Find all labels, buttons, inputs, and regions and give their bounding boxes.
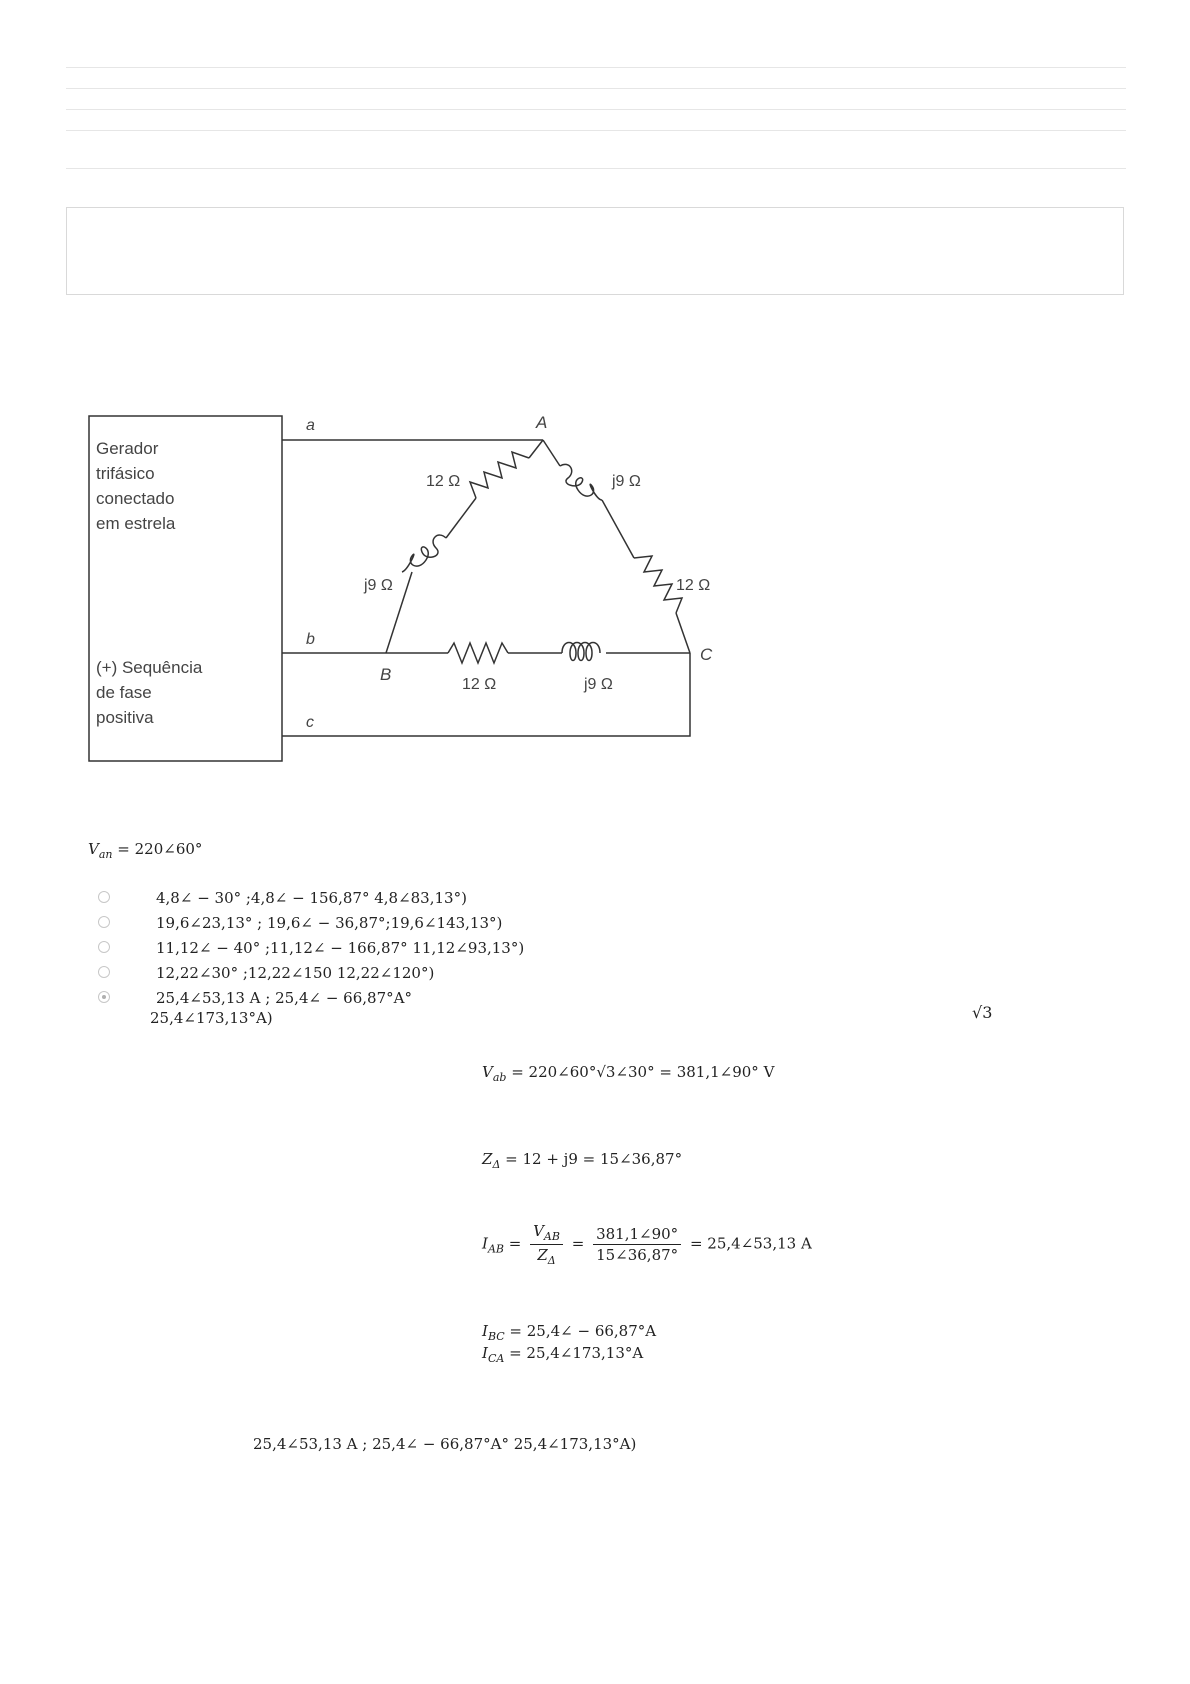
- impedance-label: j9 Ω: [584, 676, 613, 693]
- branch-ab-wire: [529, 440, 543, 458]
- resistor-ac: [634, 556, 682, 613]
- generator-label-line: em estrela: [96, 514, 176, 533]
- branch-ac-wire: [602, 500, 634, 558]
- option-text: 11,12∠ − 40° ;11,12∠ − 166,87° 11,12∠93,13°): [156, 939, 525, 957]
- node-label-b: B: [380, 665, 392, 684]
- header-rule: [66, 67, 1126, 68]
- header-rule: [66, 130, 1126, 131]
- sequence-label-line: de fase: [96, 683, 152, 702]
- option-radio[interactable]: [98, 966, 110, 978]
- branch-ac-wire: [543, 440, 560, 466]
- inductor-ab: [402, 535, 446, 572]
- impedance-label: j9 Ω: [364, 577, 393, 594]
- option-text: 4,8∠ − 30° ;4,8∠ − 156,87° 4,8∠83,13°): [156, 889, 467, 907]
- impedance-label: 12 Ω: [426, 473, 461, 490]
- generator-label-line: Gerador: [96, 439, 159, 458]
- impedance-label: j9 Ω: [612, 473, 641, 490]
- impedance-label: 12 Ω: [676, 577, 711, 594]
- branch-ac-wire: [676, 613, 690, 653]
- option-text: 12,22∠30° ;12,22∠150 12,22∠120°): [156, 964, 435, 982]
- fraction-values: $\frac{381,1\angle 90^\circ}{15\angle 36,87^\circ}$: [593, 1225, 681, 1264]
- solution-ica: $I_{CA}$ = 25,4∠173,13°A: [482, 1344, 644, 1365]
- header-rule: [66, 168, 1126, 169]
- fraction-v-over-z: $\frac{V_{AB}}{Z_\Delta}$: [530, 1222, 563, 1267]
- sequence-label-line: positiva: [96, 708, 154, 727]
- resistor-bc: [448, 643, 508, 663]
- final-answer: 25,4∠53,13 A ; 25,4∠ − 66,87°A° 25,4∠173,13°A): [253, 1435, 637, 1453]
- option-text-continued: 25,4∠173,13°A): [150, 1009, 273, 1027]
- node-label-a: A: [536, 413, 548, 432]
- header-rule: [66, 109, 1126, 110]
- solution-ibc: $I_{BC}$ = 25,4∠ − 66,87°A: [482, 1322, 657, 1343]
- line-c: [282, 653, 690, 736]
- inductor-bc: [562, 643, 600, 661]
- option-text: 25,4∠53,13 A ; 25,4∠ − 66,87°A°: [156, 989, 412, 1007]
- option-text: 19,6∠23,13° ; 19,6∠ − 36,87°;19,6∠143,13°): [156, 914, 503, 932]
- inductor-ac: [560, 464, 602, 500]
- solution-iab: $I_{AB}$ = $\frac{V_{AB}}{Z_\Delta}$ = $\frac{381,1\angle 90^\circ}{15\angle 36,87^\circ}$ = 25,4∠53,13 A: [482, 1222, 812, 1267]
- circuit-diagram: [86, 408, 726, 768]
- generator-label-line: trifásico: [96, 464, 155, 483]
- node-label-c: C: [700, 645, 713, 664]
- solution-zdelta: $Z_\Delta = 12 + j9$ = 15∠36,87°: [482, 1150, 683, 1171]
- line-label-b: b: [306, 631, 315, 648]
- line-label-a: a: [306, 417, 315, 434]
- sequence-label-line: (+) Sequência: [96, 658, 203, 677]
- line-label-c: c: [306, 714, 314, 731]
- option-radio[interactable]: [98, 891, 110, 903]
- solution-vab: $V_{ab}$ = 220∠60°√3∠30° = 381,1∠90° V: [482, 1063, 775, 1084]
- impedance-label: 12 Ω: [462, 676, 497, 693]
- option-radio-selected[interactable]: [98, 991, 110, 1003]
- branch-ab-wire: [446, 498, 476, 538]
- question-box: [66, 207, 1124, 295]
- option-radio[interactable]: [98, 916, 110, 928]
- given-voltage: $V_{an}$ = 220∠60°: [88, 840, 203, 861]
- header-rule: [66, 88, 1126, 89]
- option-radio[interactable]: [98, 941, 110, 953]
- resistor-ab: [470, 452, 529, 498]
- sqrt3-symbol: √3: [972, 1003, 993, 1022]
- generator-label-line: conectado: [96, 489, 175, 508]
